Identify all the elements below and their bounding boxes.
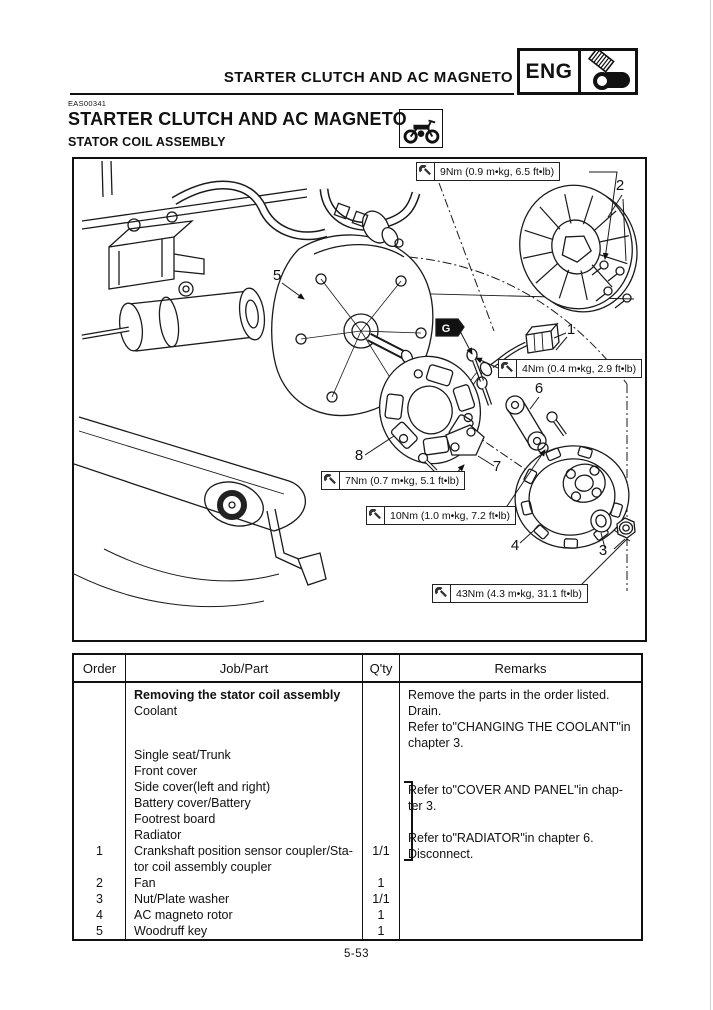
cell-order-6	[74, 781, 125, 797]
part-label-8: 8	[354, 447, 364, 464]
cell-qty-3	[363, 734, 399, 750]
cell-job-10: Crankshaft position sensor coupler/Sta-	[134, 844, 353, 858]
cell-order-13: 3	[96, 892, 103, 907]
cell-job-1: Coolant	[134, 704, 178, 718]
job-column	[126, 683, 363, 939]
part-label-4: 4	[510, 537, 520, 554]
cell-remarks-9: Refer to"RADIATOR"in chapter 6.	[408, 830, 594, 845]
cell-remarks-4	[400, 751, 641, 767]
cell-order-10: 1	[96, 844, 103, 859]
cell-job-0: Removing the stator coil assembly	[134, 688, 341, 702]
remarks-column	[400, 683, 641, 939]
cell-order-3	[74, 734, 125, 750]
cell-qty-14: 1	[377, 908, 385, 923]
cell-remarks-3: chapter 3.	[408, 736, 464, 750]
wrench-icon	[499, 360, 517, 377]
cell-remarks-1: Drain.	[408, 704, 442, 718]
page-number: 5-53	[343, 948, 370, 960]
cell-qty-4	[363, 750, 399, 766]
cell-qty-2	[363, 718, 399, 734]
cell-qty-15: 1	[377, 924, 385, 939]
table-body	[74, 683, 641, 939]
cell-qty-11	[363, 859, 399, 875]
cell-order-11	[74, 859, 125, 875]
cell-qty-5	[363, 765, 399, 781]
cell-remarks-7: ter 3.	[408, 799, 437, 813]
engine-cylinder-icon	[581, 51, 635, 92]
cell-qty-13: 1/1	[372, 892, 390, 907]
cell-qty-12: 1	[377, 876, 385, 891]
cell-qty-8	[363, 812, 399, 828]
cell-remarks-2: Refer to"CHANGING THE COOLANT"in	[408, 720, 631, 734]
cell-job-7: Battery cover/Battery	[134, 796, 251, 810]
exploded-view-diagram	[72, 157, 647, 642]
wrench-icon	[433, 585, 451, 602]
cell-remarks-14	[400, 908, 641, 924]
cell-order-0	[74, 687, 125, 703]
cell-job-12: Fan	[134, 876, 156, 890]
eng-box	[517, 48, 638, 95]
cell-order-5	[74, 765, 125, 781]
table-header-row	[74, 655, 641, 683]
cell-job-3	[126, 733, 362, 747]
cell-order-9	[74, 828, 125, 844]
cell-job-5: Front cover	[134, 764, 198, 778]
cell-qty-10: 1/1	[372, 844, 390, 859]
cell-order-14: 4	[96, 908, 103, 923]
page-title: STARTER CLUTCH AND AC MAGNETO	[68, 109, 407, 129]
grease-flag-label: G	[441, 323, 451, 335]
rotor-part	[508, 439, 635, 556]
part-label-7: 7	[492, 458, 502, 475]
part-label-3: 3	[598, 542, 608, 559]
eng-label: ENG	[520, 51, 581, 92]
parts-table	[72, 653, 643, 941]
cell-order-12: 2	[96, 876, 103, 891]
torque-callout-10nm: 10Nm (1.0 m•kg, 7.2 ft•lb)	[366, 506, 516, 525]
cell-remarks-11	[400, 862, 641, 878]
group-bracket	[404, 781, 413, 861]
part-label-1: 1	[566, 321, 576, 338]
cell-job-4: Single seat/Trunk	[134, 748, 231, 762]
cell-order-15: 5	[96, 924, 103, 939]
cell-order-8	[74, 812, 125, 828]
cell-remarks-13	[400, 893, 641, 909]
cell-job-13: Nut/Plate washer	[134, 892, 230, 906]
cell-job-2	[126, 719, 362, 733]
cell-remarks-0: Remove the parts in the order listed.	[408, 688, 610, 702]
cell-remarks-5	[400, 767, 641, 783]
cell-qty-0	[363, 687, 399, 703]
wrench-icon	[322, 472, 340, 489]
cell-remarks-12	[400, 877, 641, 893]
column-header-order: Order	[74, 655, 126, 681]
torque-callout-7nm: 7Nm (0.7 m•kg, 5.1 ft•lb)	[321, 471, 465, 490]
wrench-icon	[367, 507, 385, 524]
part-label-5: 5	[272, 267, 282, 284]
qty-column	[363, 683, 400, 939]
cell-qty-9	[363, 828, 399, 844]
cell-qty-7	[363, 796, 399, 812]
order-column	[74, 683, 126, 939]
cell-job-9: Radiator	[134, 828, 182, 842]
motorcycle-icon	[399, 109, 443, 148]
engine-illustration	[74, 159, 645, 640]
cell-order-7	[74, 796, 125, 812]
torque-callout-43nm: 43Nm (4.3 m•kg, 31.1 ft•lb)	[432, 584, 588, 603]
column-header-remarks: Remarks	[494, 660, 547, 676]
cell-order-2	[74, 718, 125, 734]
cell-remarks-15	[400, 924, 641, 940]
cell-job-6: Side cover(left and right)	[134, 780, 271, 794]
cell-job-15: Woodruff key	[134, 924, 208, 938]
column-header-qty: Q'ty	[363, 655, 400, 681]
cell-qty-6	[363, 781, 399, 797]
cell-job-8: Footrest board	[134, 812, 216, 826]
cell-remarks-8	[400, 814, 641, 830]
column-header-job-part: Job/Part	[126, 655, 363, 681]
cell-order-1	[74, 703, 125, 719]
cell-job-14: AC magneto rotor	[134, 908, 233, 922]
cell-order-4	[74, 750, 125, 766]
cell-remarks-6: Refer to"COVER AND PANEL"in chap-	[408, 783, 623, 797]
torque-callout-9nm: 9Nm (0.9 m•kg, 6.5 ft•lb)	[416, 162, 560, 181]
scan-edge	[710, 0, 711, 1010]
section-code: EAS00341	[68, 99, 107, 108]
cell-remarks-10: Disconnect.	[408, 846, 474, 861]
cell-job-11: tor coil assembly coupler	[134, 860, 272, 874]
wrench-icon	[417, 163, 435, 180]
torque-callout-4nm: 4Nm (0.4 m•kg, 2.9 ft•lb)	[498, 359, 642, 378]
part-label-6: 6	[534, 380, 544, 397]
cell-qty-1	[363, 703, 399, 719]
section-subtitle: STATOR COIL ASSEMBLY	[68, 135, 226, 149]
running-title: STARTER CLUTCH AND AC MAGNETO	[223, 69, 513, 86]
header-rule	[70, 93, 514, 95]
part-label-2: 2	[615, 177, 625, 194]
